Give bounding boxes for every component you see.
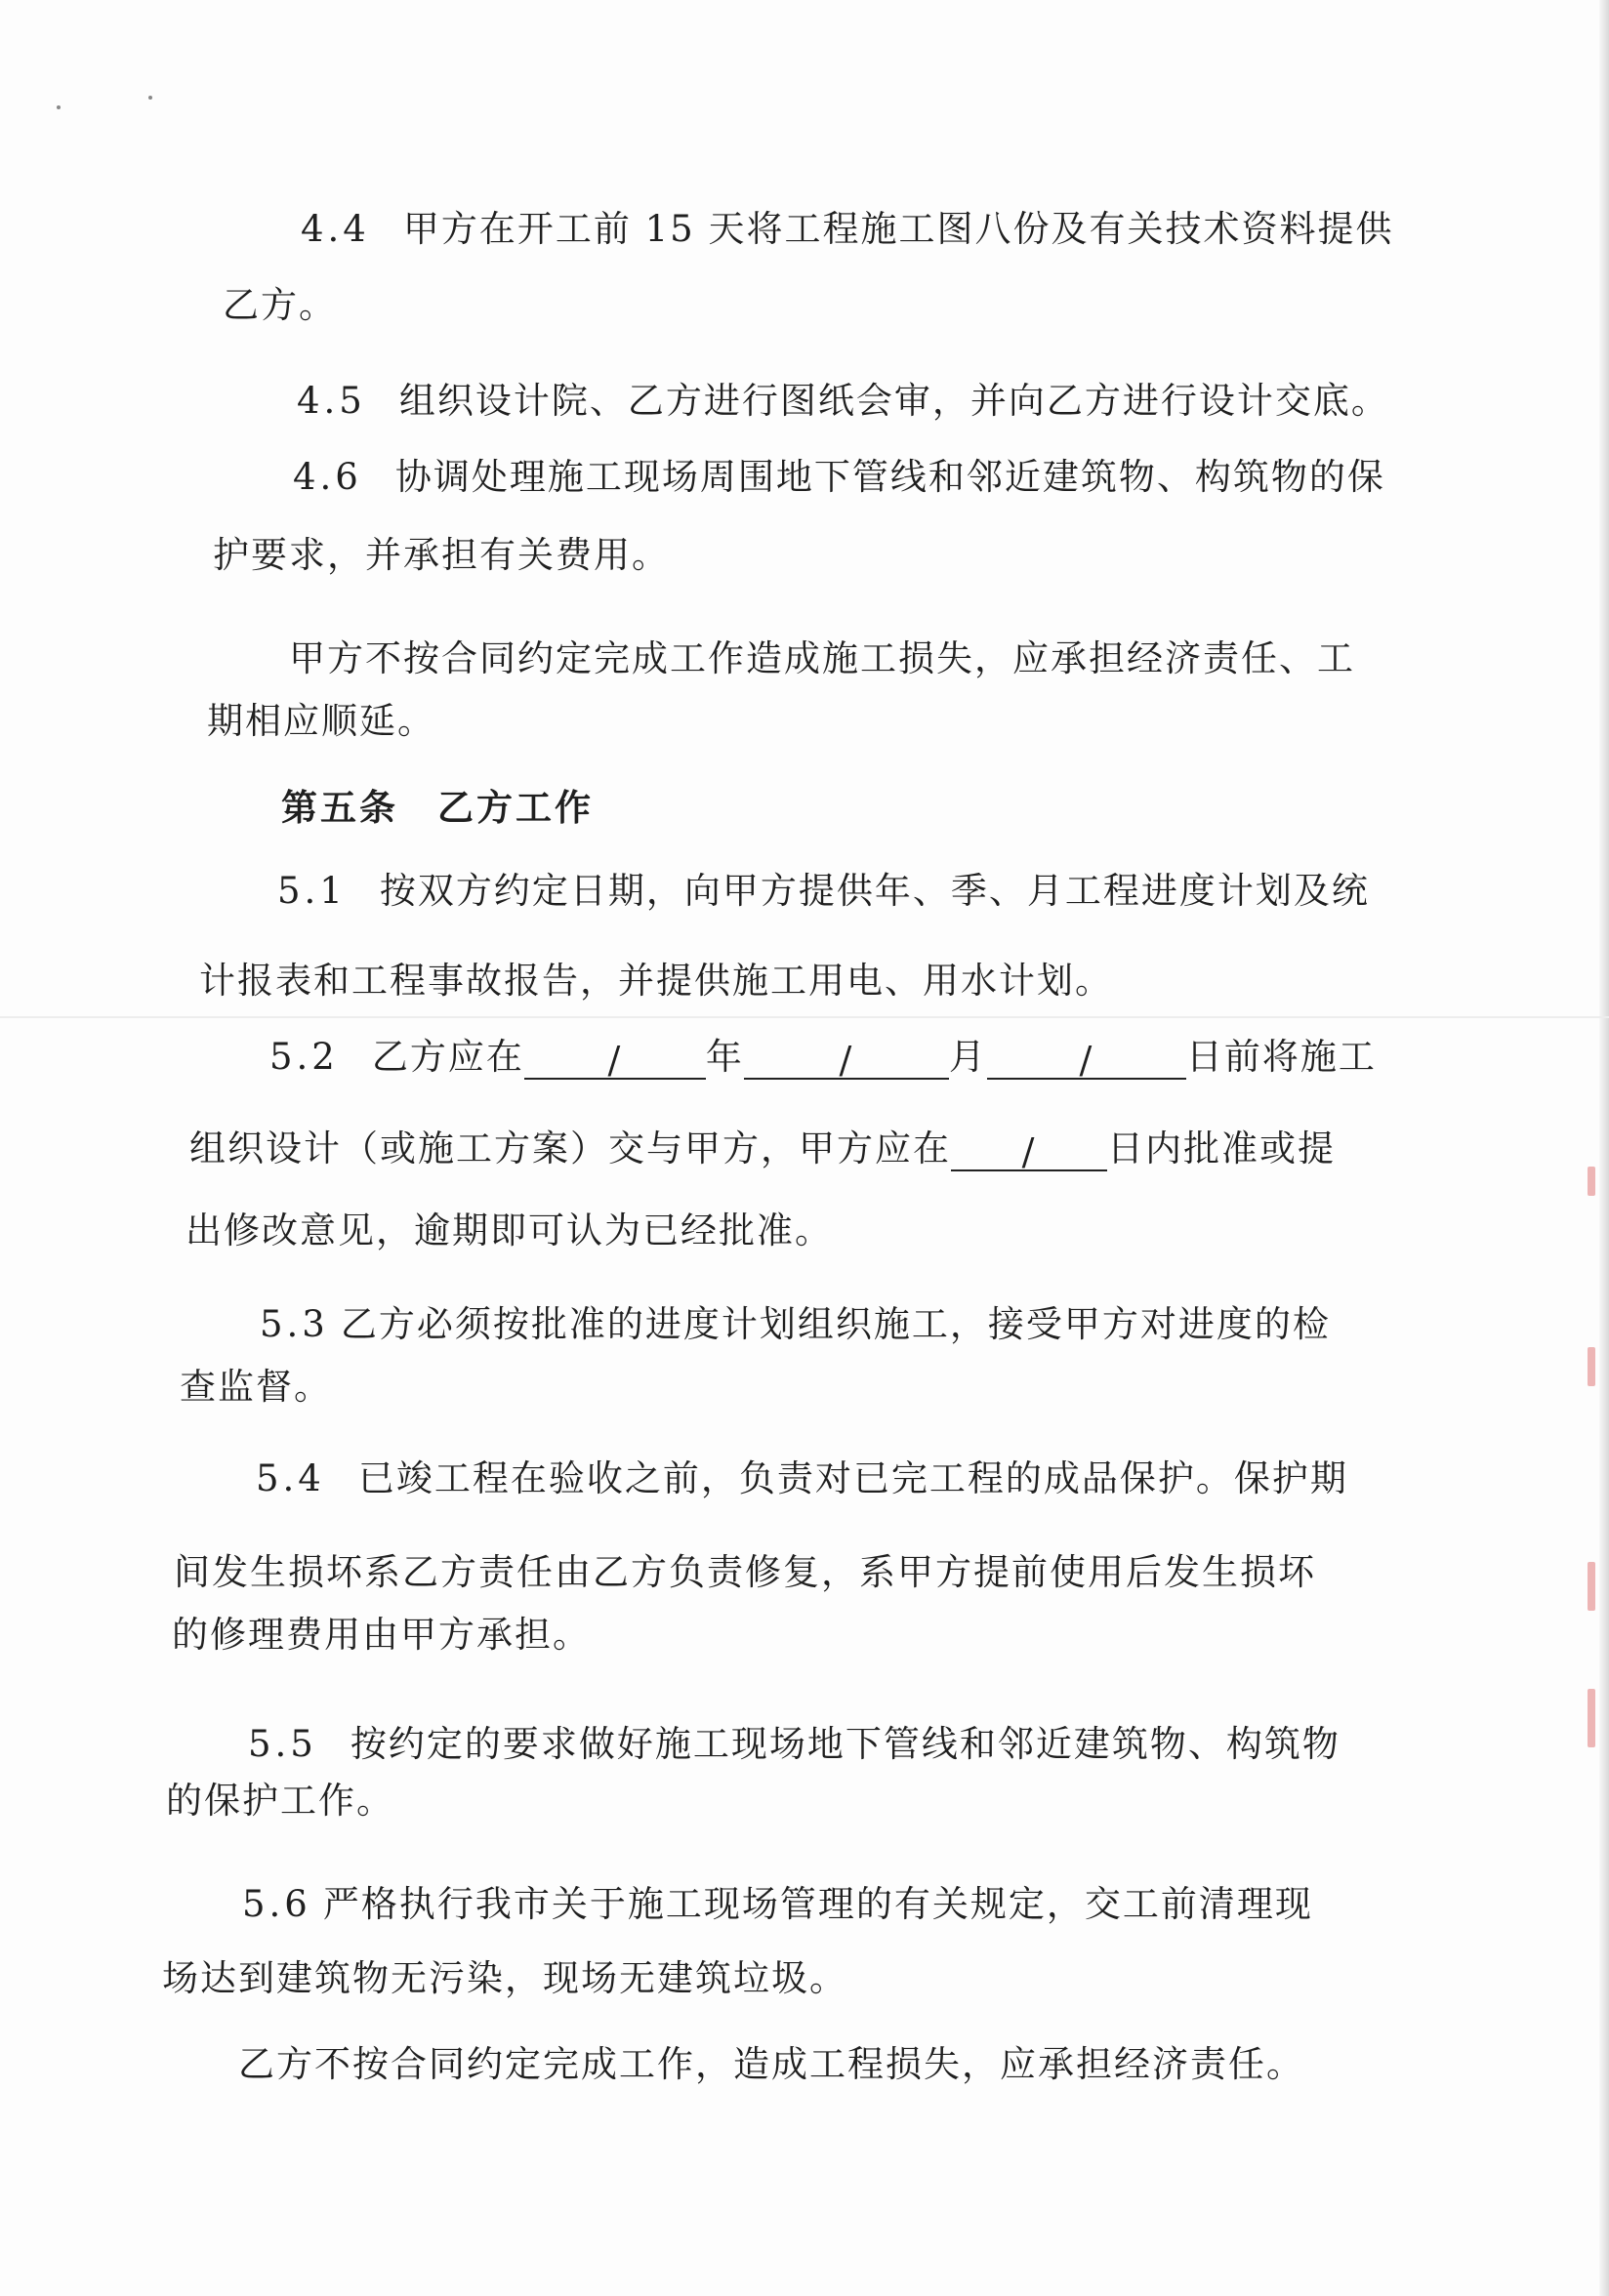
paragraph-text: 甲方不按合同约定完成工作造成施工损失，应承担经济责任、工	[289, 637, 1355, 679]
item-text: 间发生损坏系乙方责任由乙方负责修复，系甲方提前使用后发生损坏	[174, 1551, 1316, 1593]
day-blank[interactable]: /	[987, 1043, 1186, 1080]
item-text: 出修改意见，逾期即可认为已经批准。	[186, 1210, 833, 1251]
approval-days-blank[interactable]: /	[951, 1134, 1107, 1171]
item-text: 查监督。	[180, 1366, 332, 1408]
item-text: 严格执行我市关于施工现场管理的有关规定，交工前清理现	[322, 1883, 1313, 1925]
item-text: 组织设计（或施工方案）交与甲方，甲方应在	[189, 1128, 951, 1169]
item-4-4	[301, 207, 1393, 252]
item-5-4-cont2	[172, 1613, 591, 1658]
item-5-3-cont	[180, 1365, 332, 1410]
paragraph-text: 期相应顺延。	[207, 700, 435, 742]
item-text: 的修理费用由甲方承担。	[172, 1614, 591, 1656]
stamp-mark	[1588, 1347, 1595, 1386]
item-5-6	[242, 1882, 1313, 1927]
item-text: 按约定的要求做好施工现场地下管线和邻近建筑物、构筑物	[350, 1723, 1341, 1765]
stamp-mark	[1588, 1562, 1595, 1611]
item-text: 协调处理施工现场周围地下管线和邻近建筑物、构筑物的保	[394, 456, 1385, 498]
scan-speck	[148, 96, 152, 100]
item-number: 4.5	[297, 380, 366, 422]
item-text: 组织设计院、乙方进行图纸会审，并向乙方进行设计交底。	[398, 380, 1389, 422]
item-text: 场达到建筑物无污染，现场无建筑垃圾。	[162, 1957, 847, 1999]
item-5-3	[260, 1302, 1331, 1347]
month-blank[interactable]: /	[744, 1043, 949, 1080]
scan-speck	[57, 105, 61, 109]
item-5-4-cont	[174, 1550, 1316, 1595]
article-five-heading	[281, 785, 594, 830]
item-5-5	[248, 1722, 1341, 1767]
article-title: 乙方工作	[437, 786, 594, 829]
stamp-mark	[1588, 1167, 1595, 1196]
item-text: 按双方约定日期，向甲方提供年、季、月工程进度计划及统	[379, 870, 1370, 912]
item-5-5-cont	[166, 1779, 394, 1824]
month-label: 月	[948, 1036, 987, 1078]
item-5-6-cont	[162, 1956, 847, 2001]
article-label: 第五条	[281, 786, 398, 829]
party-b-clause	[238, 2042, 1304, 2087]
item-text: 日内批准或提	[1107, 1128, 1336, 1169]
party-a-clause-cont	[207, 699, 435, 744]
item-text: 乙方必须按批准的进度计划组织施工，接受甲方对进度的检	[340, 1303, 1331, 1345]
item-5-2-cont2	[186, 1209, 833, 1253]
item-number: 5.3	[260, 1303, 329, 1345]
item-number: 5.1	[277, 870, 347, 912]
item-text: 护要求，并承担有关费用。	[213, 534, 670, 576]
item-5-1	[277, 869, 1370, 914]
item-number: 5.5	[248, 1723, 317, 1765]
year-blank[interactable]: /	[524, 1043, 706, 1080]
day-label: 日前将施工	[1185, 1036, 1377, 1078]
item-text: 的保护工作。	[166, 1780, 394, 1822]
year-label: 年	[705, 1036, 744, 1078]
item-text: 乙方应在	[371, 1036, 524, 1078]
item-5-2	[269, 1035, 1377, 1080]
item-number: 4.4	[301, 208, 370, 250]
item-text: 计报表和工程事故报告，并提供施工用电、用水计划。	[199, 960, 1113, 1002]
item-5-4	[256, 1456, 1348, 1501]
fold-line	[0, 1016, 1609, 1018]
item-number: 5.6	[242, 1883, 311, 1925]
item-number: 5.2	[269, 1036, 339, 1078]
item-number: 4.6	[293, 456, 362, 498]
item-4-6-cont	[213, 533, 670, 578]
item-5-2-cont	[189, 1127, 1336, 1171]
item-text: 已竣工程在验收之前，负责对已完工程的成品保护。保护期	[357, 1457, 1348, 1499]
party-a-clause	[289, 636, 1355, 681]
item-4-4-cont	[223, 283, 337, 328]
item-text: 甲方在开工前 15 天将工程施工图八份及有关技术资料提供	[402, 208, 1394, 250]
item-5-1-cont	[199, 959, 1113, 1004]
item-4-5	[297, 379, 1389, 424]
paragraph-text: 乙方不按合同约定完成工作，造成工程损失，应承担经济责任。	[238, 2043, 1304, 2085]
page-edge-shadow	[1599, 0, 1609, 2296]
stamp-mark	[1588, 1689, 1595, 1747]
item-number: 5.4	[256, 1457, 325, 1499]
item-text: 乙方。	[223, 284, 337, 326]
item-4-6	[293, 455, 1385, 500]
